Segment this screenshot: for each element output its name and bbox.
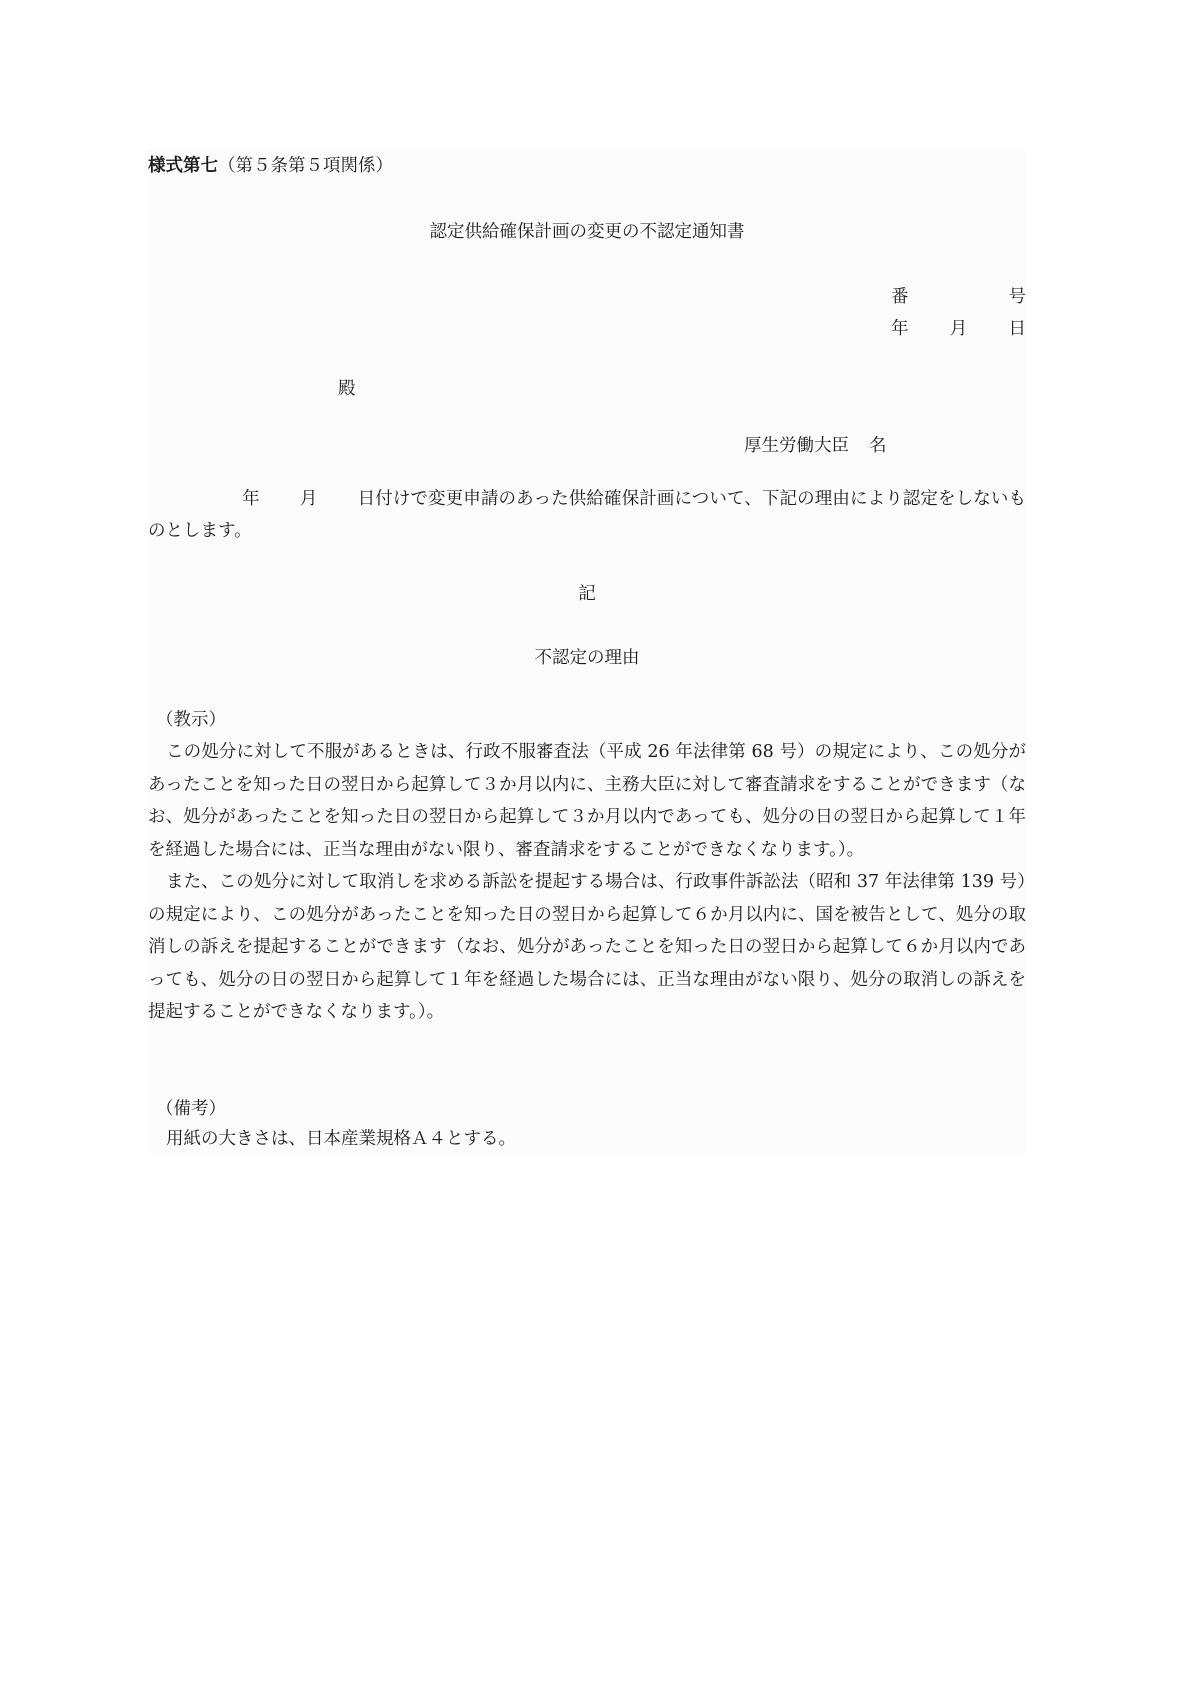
form-article: （第５条第５項関係） <box>218 156 393 176</box>
sender <box>744 432 887 457</box>
biko-heading: （備考） <box>156 1099 226 1119</box>
kyoji-heading: （教示） <box>156 710 226 730</box>
date-month: 月 <box>949 319 968 339</box>
document-title: 認定供給確保計画の変更の不認定通知書 <box>429 222 745 242</box>
form-label: 様式第七 <box>148 156 218 176</box>
document-date-line <box>891 315 1026 340</box>
sender-title: 厚生労働大臣 <box>744 436 849 456</box>
kyoji-paragraph-2: また、この処分に対して取消しを求める訴訟を提起する場合は、行政事件訴訟法（昭和 37 年法律第 139 号）の規定により、この処分があったことを知った日の翌日から起算して６か月以内に、国を被告として、処分の取消しの訴えを提起することができます（なお、処分があったことを知った日の翌日から起算して６か月以内であっても、処分の日の翌日から起算して１年を経過した場合には、正当な理由がない限り、処分の取消しの訴えを提起することができなくなります。）。 <box>148 872 1026 1022</box>
sender-name: 名 <box>869 436 887 456</box>
kyoji-body <box>148 736 1026 1029</box>
intro-text: 日付けで変更申請のあった供給確保計画について、下記の理由により認定をしないものとします。 <box>148 489 1027 541</box>
date-year: 年 <box>891 319 909 339</box>
number-suffix: 号 <box>1008 287 1026 307</box>
reason-heading: 不認定の理由 <box>534 648 640 668</box>
document-number-line <box>891 283 1026 308</box>
intro-month: 月 <box>299 489 318 509</box>
form-number <box>148 152 393 177</box>
number-label: 番 <box>891 287 909 307</box>
addressee: 殿 <box>338 379 356 399</box>
date-day: 日 <box>1008 319 1026 339</box>
intro-year: 年 <box>242 489 260 509</box>
kyoji-paragraph-1: この処分に対して不服があるときは、行政不服審査法（平成 26 年法律第 68 号）の規定により、この処分があったことを知った日の翌日から起算して３か月以内に、主務大臣に対して審査請求をすることができます（なお、処分があったことを知った日の翌日から起算して３か月以内であっても、処分の日の翌日から起算して１年を経過した場合には、正当な理由がない限り、審査請求をすることができなくなります。）。 <box>148 742 1026 860</box>
biko-text: 用紙の大きさは、日本産業規格Ａ４とする。 <box>166 1129 516 1149</box>
ki-heading: 記 <box>578 584 596 604</box>
document-page <box>148 150 1026 1153</box>
intro-paragraph <box>148 483 1026 547</box>
